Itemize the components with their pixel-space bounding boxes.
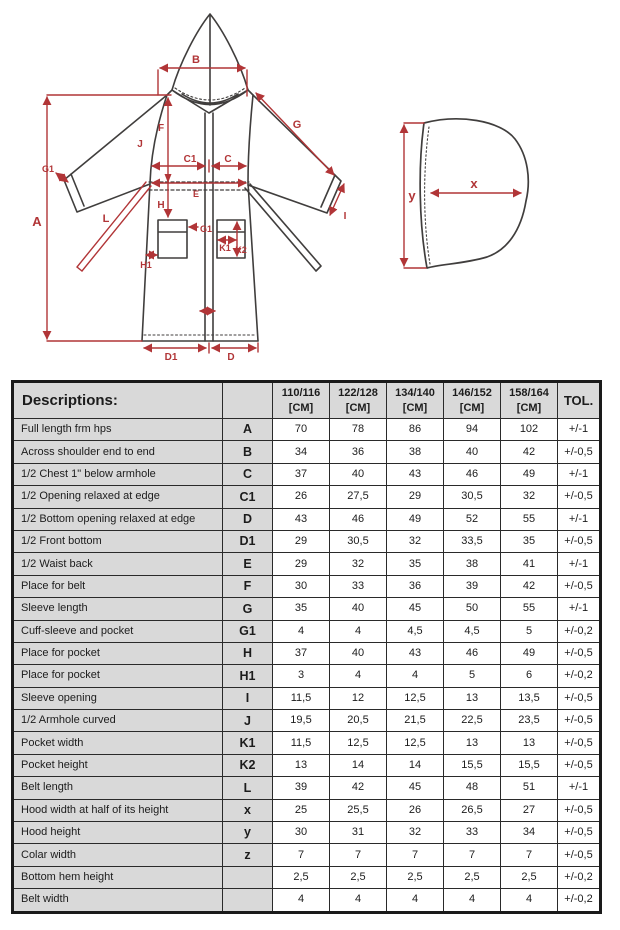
row-value: 26 <box>273 486 330 508</box>
row-value: 36 <box>330 441 387 463</box>
row-tolerance: +/-0,5 <box>558 822 601 844</box>
size-header-146-152 <box>444 382 501 419</box>
row-value: 5 <box>501 620 558 642</box>
row-value: 2,5 <box>273 866 330 888</box>
row-value: 34 <box>501 822 558 844</box>
dimension-labels <box>32 54 478 363</box>
table-row <box>13 710 601 732</box>
row-value: 33 <box>444 822 501 844</box>
row-value: 35 <box>273 598 330 620</box>
row-value: 50 <box>444 598 501 620</box>
row-value: 46 <box>444 463 501 485</box>
row-value: 12,5 <box>387 732 444 754</box>
row-tolerance: +/-0,5 <box>558 754 601 776</box>
row-value: 39 <box>444 575 501 597</box>
row-value: 42 <box>330 777 387 799</box>
left-sleeve <box>64 95 167 212</box>
row-value: 37 <box>273 642 330 664</box>
descriptions-header: Descriptions: <box>13 382 223 419</box>
row-value: 13 <box>501 732 558 754</box>
row-description: Sleeve opening <box>13 687 223 709</box>
row-value: 70 <box>273 419 330 441</box>
dim-G-line <box>256 93 334 175</box>
row-description: Across shoulder end to end <box>13 441 223 463</box>
row-description: Place for belt <box>13 575 223 597</box>
dim-label-G1-cuff: G1 <box>41 164 55 174</box>
table-row <box>13 732 601 754</box>
row-code: H1 <box>223 665 273 687</box>
size-unit: [CM] <box>288 401 314 414</box>
code-header <box>223 382 273 419</box>
row-tolerance: +/-0,5 <box>558 732 601 754</box>
dim-label-K1: K1 <box>219 243 231 253</box>
row-description: Sleeve length <box>13 598 223 620</box>
row-description: 1/2 Chest 1" below armhole <box>13 463 223 485</box>
row-description: Bottom hem height <box>13 866 223 888</box>
size-header-134-140 <box>387 382 444 419</box>
row-description: Place for pocket <box>13 642 223 664</box>
table-row <box>13 822 601 844</box>
row-tolerance: +/-0,2 <box>558 620 601 642</box>
table-row <box>13 889 601 912</box>
right-sleeve <box>248 95 341 213</box>
row-value: 7 <box>330 844 387 866</box>
row-value: 32 <box>330 553 387 575</box>
dim-label-C: C <box>224 154 232 165</box>
table-row <box>13 441 601 463</box>
row-value: 78 <box>330 419 387 441</box>
size-range: 122/128 <box>338 387 378 400</box>
row-code <box>223 889 273 912</box>
row-tolerance: +/-1 <box>558 508 601 530</box>
row-value: 32 <box>501 486 558 508</box>
row-value: 11,5 <box>273 687 330 709</box>
row-value: 29 <box>273 530 330 552</box>
size-table-header-row <box>13 382 601 419</box>
row-tolerance: +/-0,5 <box>558 575 601 597</box>
row-code: G1 <box>223 620 273 642</box>
row-value: 32 <box>387 530 444 552</box>
row-value: 40 <box>330 598 387 620</box>
row-value: 39 <box>273 777 330 799</box>
row-value: 4 <box>273 620 330 642</box>
row-value: 4,5 <box>444 620 501 642</box>
row-code <box>223 866 273 888</box>
row-code: B <box>223 441 273 463</box>
row-value: 45 <box>387 598 444 620</box>
dim-label-C1: C1 <box>183 154 197 165</box>
row-value: 2,5 <box>444 866 501 888</box>
table-row <box>13 799 601 821</box>
table-row <box>13 575 601 597</box>
row-value: 2,5 <box>387 866 444 888</box>
row-value: 102 <box>501 419 558 441</box>
left-pocket <box>158 220 187 258</box>
table-row <box>13 754 601 776</box>
row-description: Belt length <box>13 777 223 799</box>
row-tolerance: +/-0,5 <box>558 844 601 866</box>
row-value: 12,5 <box>330 732 387 754</box>
row-value: 13,5 <box>501 687 558 709</box>
row-value: 43 <box>273 508 330 530</box>
size-unit: [CM] <box>402 401 428 414</box>
size-unit: [CM] <box>459 401 485 414</box>
dim-label-D1: D1 <box>164 352 178 363</box>
row-value: 20,5 <box>330 710 387 732</box>
row-code: C <box>223 463 273 485</box>
row-description: Belt width <box>13 889 223 912</box>
row-value: 21,5 <box>387 710 444 732</box>
size-table-container <box>11 380 599 914</box>
row-value: 30 <box>273 575 330 597</box>
row-description: Pocket height <box>13 754 223 776</box>
table-row <box>13 598 601 620</box>
row-value: 7 <box>273 844 330 866</box>
size-range: 110/116 <box>281 387 321 400</box>
dim-label-x: x <box>470 176 478 191</box>
row-value: 4 <box>273 889 330 912</box>
table-row <box>13 530 601 552</box>
row-value: 4 <box>387 889 444 912</box>
size-header-110-116 <box>273 382 330 419</box>
row-value: 45 <box>387 777 444 799</box>
dim-label-E: E <box>192 189 200 199</box>
hood-front-stitch <box>425 127 430 264</box>
row-value: 41 <box>501 553 558 575</box>
row-tolerance: +/-0,2 <box>558 889 601 912</box>
row-value: 35 <box>387 553 444 575</box>
row-value: 52 <box>444 508 501 530</box>
row-value: 22,5 <box>444 710 501 732</box>
row-value: 4 <box>387 665 444 687</box>
row-code: K1 <box>223 732 273 754</box>
dim-B-extensions <box>158 70 247 96</box>
size-unit: [CM] <box>345 401 371 414</box>
row-value: 46 <box>330 508 387 530</box>
row-value: 6 <box>501 665 558 687</box>
hood-outline <box>172 14 248 105</box>
row-code: y <box>223 822 273 844</box>
dim-label-G1-pocket: G1 <box>199 224 213 234</box>
row-value: 4 <box>330 620 387 642</box>
row-value: 40 <box>444 441 501 463</box>
dim-label-H1: H1 <box>140 260 152 270</box>
row-value: 14 <box>387 754 444 776</box>
row-value: 4 <box>330 665 387 687</box>
row-description: 1/2 Armhole curved <box>13 710 223 732</box>
row-value: 94 <box>444 419 501 441</box>
belt-tie-L <box>77 182 151 271</box>
row-value: 5 <box>444 665 501 687</box>
size-range: 134/140 <box>395 387 435 400</box>
row-tolerance: +/-0,5 <box>558 710 601 732</box>
row-value: 86 <box>387 419 444 441</box>
row-tolerance: +/-0,5 <box>558 642 601 664</box>
row-value: 3 <box>273 665 330 687</box>
row-value: 25,5 <box>330 799 387 821</box>
row-tolerance: +/-1 <box>558 553 601 575</box>
row-tolerance: +/-0,5 <box>558 799 601 821</box>
row-value: 49 <box>387 508 444 530</box>
table-row <box>13 486 601 508</box>
row-value: 32 <box>387 822 444 844</box>
row-description: 1/2 Opening relaxed at edge <box>13 486 223 508</box>
row-value: 7 <box>387 844 444 866</box>
row-value: 12,5 <box>387 687 444 709</box>
dim-label-K2: K2 <box>235 245 247 255</box>
row-value: 26,5 <box>444 799 501 821</box>
tolerance-header: TOL. <box>558 382 601 419</box>
row-value: 33 <box>330 575 387 597</box>
row-value: 27,5 <box>330 486 387 508</box>
row-code: z <box>223 844 273 866</box>
row-value: 42 <box>501 441 558 463</box>
row-value: 7 <box>444 844 501 866</box>
row-value: 13 <box>273 754 330 776</box>
table-row <box>13 866 601 888</box>
row-value: 13 <box>444 732 501 754</box>
row-value: 12 <box>330 687 387 709</box>
row-value: 48 <box>444 777 501 799</box>
dim-label-B: B <box>192 54 200 66</box>
size-range: 146/152 <box>452 387 492 400</box>
row-value: 38 <box>444 553 501 575</box>
table-row <box>13 687 601 709</box>
row-value: 15,5 <box>501 754 558 776</box>
row-value: 46 <box>444 642 501 664</box>
row-tolerance: +/-0,2 <box>558 866 601 888</box>
garment-diagram <box>0 0 620 378</box>
size-header-158-164 <box>501 382 558 419</box>
dim-label-A: A <box>32 214 42 229</box>
row-code: I <box>223 687 273 709</box>
row-value: 26 <box>387 799 444 821</box>
row-description: Full length frm hps <box>13 419 223 441</box>
table-row <box>13 419 601 441</box>
table-row <box>13 665 601 687</box>
row-code: G <box>223 598 273 620</box>
row-description: Colar width <box>13 844 223 866</box>
row-value: 37 <box>273 463 330 485</box>
row-description: 1/2 Front bottom <box>13 530 223 552</box>
row-tolerance: +/-1 <box>558 419 601 441</box>
row-value: 38 <box>387 441 444 463</box>
dim-label-D: D <box>227 352 235 363</box>
dim-label-y: y <box>408 188 416 203</box>
row-value: 49 <box>501 642 558 664</box>
row-tolerance: +/-0,5 <box>558 530 601 552</box>
row-value: 11,5 <box>273 732 330 754</box>
dim-label-F: F <box>157 123 165 134</box>
row-value: 40 <box>330 463 387 485</box>
row-value: 55 <box>501 508 558 530</box>
dimension-lines <box>47 68 521 353</box>
table-row <box>13 620 601 642</box>
row-value: 33,5 <box>444 530 501 552</box>
row-value: 14 <box>330 754 387 776</box>
row-value: 30,5 <box>444 486 501 508</box>
row-tolerance: +/-0,5 <box>558 486 601 508</box>
row-value: 4 <box>501 889 558 912</box>
row-description: Cuff-sleeve and pocket <box>13 620 223 642</box>
row-code: L <box>223 777 273 799</box>
row-value: 29 <box>387 486 444 508</box>
row-value: 27 <box>501 799 558 821</box>
row-code: A <box>223 419 273 441</box>
row-code: x <box>223 799 273 821</box>
row-value: 31 <box>330 822 387 844</box>
row-code: H <box>223 642 273 664</box>
row-value: 19,5 <box>273 710 330 732</box>
size-unit: [CM] <box>516 401 542 414</box>
size-table <box>11 380 602 914</box>
row-description: 1/2 Bottom opening relaxed at edge <box>13 508 223 530</box>
row-tolerance: +/-0,2 <box>558 665 601 687</box>
row-value: 36 <box>387 575 444 597</box>
dim-label-J: J <box>137 139 143 150</box>
row-tolerance: +/-1 <box>558 598 601 620</box>
row-value: 30 <box>273 822 330 844</box>
row-description: Hood width at half of its height <box>13 799 223 821</box>
table-row <box>13 844 601 866</box>
row-code: D <box>223 508 273 530</box>
row-description: Pocket width <box>13 732 223 754</box>
row-value: 42 <box>501 575 558 597</box>
row-description: Place for pocket <box>13 665 223 687</box>
row-code: J <box>223 710 273 732</box>
row-value: 30,5 <box>330 530 387 552</box>
body-right-side <box>248 90 258 341</box>
row-code: F <box>223 575 273 597</box>
row-value: 15,5 <box>444 754 501 776</box>
row-value: 2,5 <box>501 866 558 888</box>
row-value: 4,5 <box>387 620 444 642</box>
row-value: 4 <box>444 889 501 912</box>
robe-drawing <box>64 14 341 341</box>
dim-label-I: I <box>343 211 347 222</box>
table-row <box>13 553 601 575</box>
row-value: 55 <box>501 598 558 620</box>
row-value: 2,5 <box>330 866 387 888</box>
row-value: 23,5 <box>501 710 558 732</box>
size-table-body <box>13 419 601 913</box>
row-value: 43 <box>387 463 444 485</box>
row-tolerance: +/-1 <box>558 777 601 799</box>
row-tolerance: +/-1 <box>558 463 601 485</box>
row-tolerance: +/-0,5 <box>558 687 601 709</box>
row-code: K2 <box>223 754 273 776</box>
row-value: 25 <box>273 799 330 821</box>
table-row <box>13 777 601 799</box>
table-row <box>13 508 601 530</box>
row-value: 29 <box>273 553 330 575</box>
size-header-122-128 <box>330 382 387 419</box>
row-value: 4 <box>330 889 387 912</box>
row-value: 43 <box>387 642 444 664</box>
row-value: 51 <box>501 777 558 799</box>
row-value: 35 <box>501 530 558 552</box>
row-value: 13 <box>444 687 501 709</box>
row-description: Hood height <box>13 822 223 844</box>
dim-label-G: G <box>292 119 302 131</box>
row-value: 34 <box>273 441 330 463</box>
size-range: 158/164 <box>509 387 549 400</box>
row-value: 7 <box>501 844 558 866</box>
row-code: E <box>223 553 273 575</box>
table-row <box>13 463 601 485</box>
row-value: 40 <box>330 642 387 664</box>
row-description: 1/2 Waist back <box>13 553 223 575</box>
dim-label-L: L <box>102 213 110 225</box>
row-value: 49 <box>501 463 558 485</box>
row-code: C1 <box>223 486 273 508</box>
row-code: D1 <box>223 530 273 552</box>
row-tolerance: +/-0,5 <box>558 441 601 463</box>
dim-label-H: H <box>157 200 165 211</box>
table-row <box>13 642 601 664</box>
